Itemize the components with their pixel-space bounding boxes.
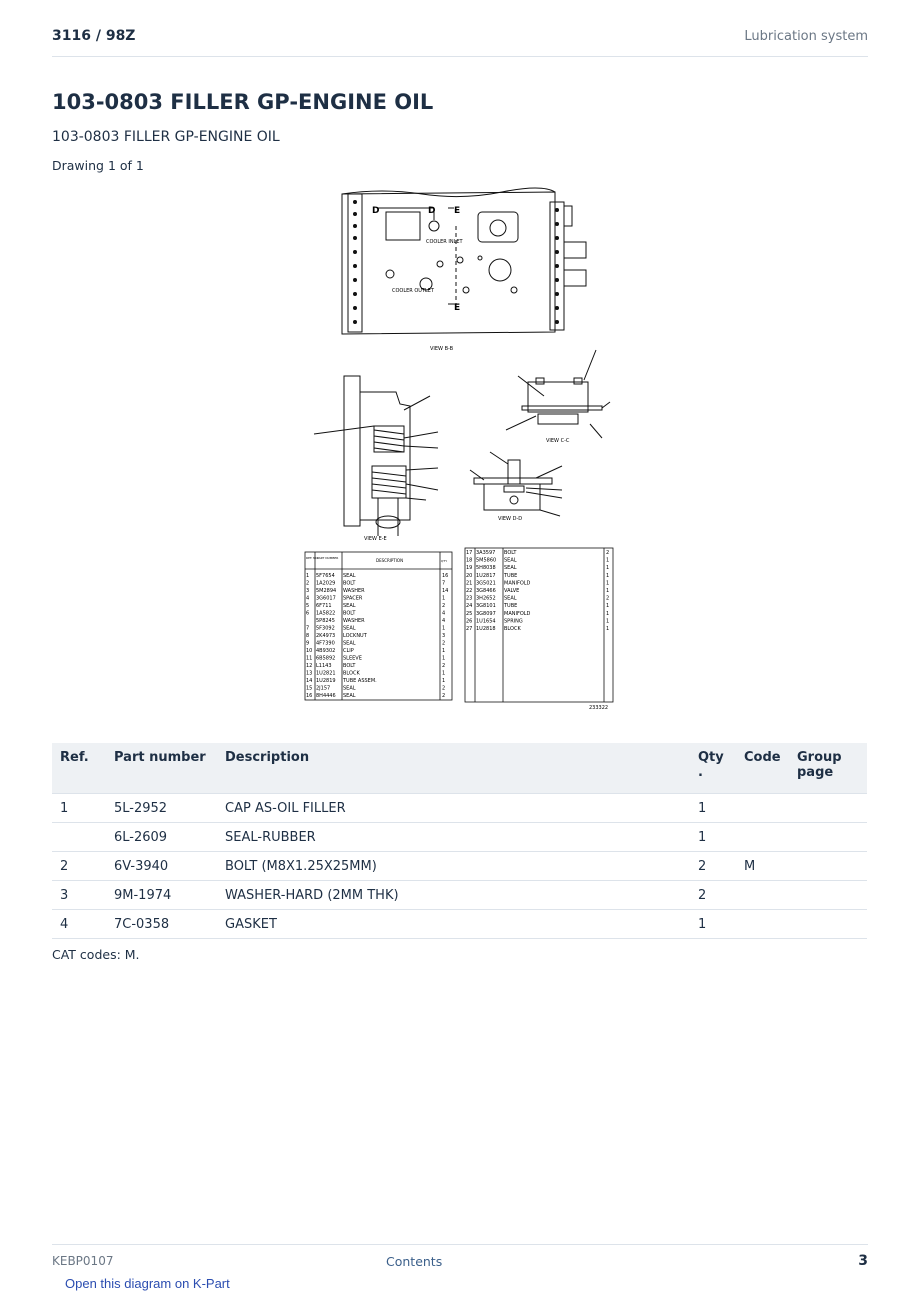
inset-qty: 16 xyxy=(442,573,449,579)
inset-desc: BOLT xyxy=(343,663,356,669)
inset-qty: 1 xyxy=(606,610,610,617)
d-mark-2: D xyxy=(428,206,436,216)
inset-qty: 1 xyxy=(442,625,446,632)
inset-ref: 4 xyxy=(306,595,310,602)
inset-part: 5M5860 xyxy=(476,557,497,564)
cell-ref: 4 xyxy=(52,910,106,939)
inset-head-desc: DESCRIPTION xyxy=(376,558,404,563)
d-mark: D xyxy=(372,206,380,216)
cell-desc: CAP AS-OIL FILLER xyxy=(217,794,690,823)
cell-part: 7C-0358 xyxy=(106,910,217,939)
inset-desc: SEAL xyxy=(504,557,517,564)
inset-head-ref: REF. NO. xyxy=(306,556,319,560)
cat-codes: CAT codes: M. xyxy=(52,947,140,962)
inset-part: 5H8038 xyxy=(476,565,496,572)
cell-code xyxy=(736,794,789,823)
cell-group xyxy=(789,852,867,881)
cell-part: 6V-3940 xyxy=(106,852,217,881)
col-qty: Qty . xyxy=(690,743,736,794)
inset-desc: SPRING xyxy=(504,618,523,625)
cell-qty: 2 xyxy=(690,881,736,910)
inset-part: 6B5892 xyxy=(316,655,336,662)
inset-ref: 18 xyxy=(466,557,473,564)
e-mark-2: E xyxy=(454,303,461,313)
cell-qty: 1 xyxy=(690,794,736,823)
cell-ref: 1 xyxy=(52,794,106,823)
inset-part: 8H4446 xyxy=(316,693,336,699)
kpart-link[interactable]: Open this diagram on K-Part xyxy=(65,1276,230,1291)
contents-link[interactable]: Contents xyxy=(386,1254,443,1269)
cell-desc: WASHER-HARD (2MM THK) xyxy=(217,881,690,910)
inset-desc: BLOCK xyxy=(504,626,521,632)
inset-ref: 10 xyxy=(306,648,313,654)
inset-part: 5M2894 xyxy=(316,588,337,594)
inset-qty: 3 xyxy=(442,633,446,639)
inset-qty: 2 xyxy=(442,693,446,699)
cell-ref: 3 xyxy=(52,881,106,910)
cell-qty: 1 xyxy=(690,910,736,939)
inset-ref: 24 xyxy=(466,603,473,610)
inset-qty: 2 xyxy=(442,603,446,609)
inset-qty: 1 xyxy=(606,557,610,564)
inset-part: 1U1654 xyxy=(476,618,496,625)
inset-qty: 1 xyxy=(606,565,610,572)
inset-qty: 1 xyxy=(606,626,610,632)
col-code: Code xyxy=(736,743,789,794)
page-subtitle: 103-0803 FILLER GP-ENGINE OIL xyxy=(52,129,280,145)
inset-qty: 2 xyxy=(442,685,446,692)
inset-desc: BOLT xyxy=(504,550,517,556)
cell-ref xyxy=(52,823,106,852)
inset-head-qty: QTY xyxy=(441,559,448,563)
inset-part: 1U2817 xyxy=(476,572,496,579)
inset-part: 4B9302 xyxy=(316,648,336,654)
inset-desc: SEAL xyxy=(504,595,517,602)
cell-desc: BOLT (M8X1.25X25MM) xyxy=(217,852,690,881)
inset-ref: 22 xyxy=(466,588,473,594)
inset-desc: VALVE xyxy=(504,588,520,594)
inset-part: 1A2029 xyxy=(316,580,336,587)
inset-desc: SEAL xyxy=(343,603,356,609)
parts-table xyxy=(52,743,867,939)
inset-part: 3A3597 xyxy=(476,550,496,556)
cell-group xyxy=(789,910,867,939)
inset-desc: BOLT xyxy=(343,580,356,587)
inset-qty: 2 xyxy=(606,550,610,556)
page-title: 103-0803 FILLER GP-ENGINE OIL xyxy=(52,90,434,114)
inset-desc: TUBE xyxy=(504,572,518,579)
inset-qty: 1 xyxy=(606,572,610,579)
inset-part: 1U2821 xyxy=(316,670,336,677)
view-bb-label: VIEW B-B xyxy=(430,346,454,352)
inset-desc: SEAL xyxy=(343,685,356,692)
inset-desc: SEAL xyxy=(343,625,356,632)
inset-part: 1U2819 xyxy=(316,678,336,684)
cooler-inlet-label: COOLER INLET xyxy=(426,239,463,245)
doc-id: KEBP0107 xyxy=(52,1254,114,1268)
cell-qty: 1 xyxy=(690,823,736,852)
inset-ref: 12 xyxy=(306,663,313,669)
inset-desc: BOLT xyxy=(343,610,356,617)
inset-ref: 7 xyxy=(306,625,310,632)
page-header xyxy=(52,28,868,57)
inset-desc: SPACER xyxy=(343,595,363,602)
inset-desc: TUBE xyxy=(504,603,518,610)
inset-part: 3G8466 xyxy=(476,588,496,594)
inset-ref: 25 xyxy=(466,610,473,617)
inset-ref: 2 xyxy=(306,580,310,587)
inset-ref: 11 xyxy=(306,655,313,662)
inset-ref: 3 xyxy=(306,588,310,594)
inset-part: 3G8101 xyxy=(476,603,496,610)
cell-group xyxy=(789,823,867,852)
inset-part: 1A5822 xyxy=(316,610,336,617)
page-footer xyxy=(52,1244,868,1275)
cell-group xyxy=(789,881,867,910)
view-dd-label: VIEW D-D xyxy=(498,516,523,522)
inset-ref: 9 xyxy=(306,640,310,647)
cell-part: 9M-1974 xyxy=(106,881,217,910)
col-part-number: Part number xyxy=(106,743,217,794)
drawing-count: Drawing 1 of 1 xyxy=(52,158,144,173)
cell-qty: 2 xyxy=(690,852,736,881)
view-ee-label: VIEW E-E xyxy=(364,536,387,542)
inset-part: 3G6017 xyxy=(316,595,336,602)
table-row xyxy=(52,910,867,939)
inset-qty: 1 xyxy=(606,603,610,610)
inset-part: 4F7390 xyxy=(316,640,335,647)
inset-qty: 7 xyxy=(442,580,446,587)
inset-ref: 20 xyxy=(466,572,473,579)
inset-qty: 1 xyxy=(442,595,446,602)
page-number: 3 xyxy=(858,1253,868,1269)
inset-part: 5P8245 xyxy=(316,618,335,624)
inset-qty: 1 xyxy=(442,655,446,662)
inset-desc: WASHER xyxy=(343,618,365,624)
inset-desc: LOCKNUT xyxy=(343,633,367,639)
inset-part: 2J157 xyxy=(316,685,331,692)
inset-ref: 17 xyxy=(466,550,473,556)
model-label: 3116 / 98Z xyxy=(52,28,136,44)
drawing-number: 233322 xyxy=(589,705,609,711)
inset-desc: SEAL xyxy=(504,565,517,572)
cell-group xyxy=(789,794,867,823)
cell-part: 6L-2609 xyxy=(106,823,217,852)
inset-ref: 27 xyxy=(466,626,473,632)
inset-desc: SEAL xyxy=(343,640,356,647)
inset-ref: 5 xyxy=(306,603,310,609)
col-group-page: Group page xyxy=(789,743,867,794)
inset-part: 6F711 xyxy=(316,603,332,609)
cell-code xyxy=(736,881,789,910)
inset-desc: MANIFOLD xyxy=(504,610,531,617)
inset-ref: 1 xyxy=(306,573,310,579)
cooler-outlet-label: COOLER OUTLET xyxy=(392,288,435,294)
inset-qty: 14 xyxy=(442,588,449,594)
inset-qty: 1 xyxy=(606,618,610,625)
inset-desc: WASHER xyxy=(343,588,365,594)
table-header-row xyxy=(52,743,867,794)
section-label: Lubrication system xyxy=(744,29,868,44)
inset-ref: 21 xyxy=(466,580,473,587)
inset-part: 2K4973 xyxy=(316,633,336,639)
inset-ref: 16 xyxy=(306,693,313,699)
inset-desc: SEAL xyxy=(343,693,356,699)
inset-part: 5F3092 xyxy=(316,625,335,632)
table-row xyxy=(52,881,867,910)
inset-part: 1U2818 xyxy=(476,626,496,632)
inset-qty: 1 xyxy=(442,670,446,677)
inset-part: 3G8097 xyxy=(476,610,496,617)
inset-ref: 19 xyxy=(466,565,473,572)
inset-qty: 1 xyxy=(606,580,610,587)
inset-ref: 15 xyxy=(306,685,313,692)
inset-ref: 8 xyxy=(306,633,310,639)
parts-diagram[interactable] xyxy=(300,180,620,715)
inset-qty: 2 xyxy=(606,595,610,602)
cell-desc: SEAL-RUBBER xyxy=(217,823,690,852)
inset-ref: 14 xyxy=(306,678,313,684)
table-row xyxy=(52,794,867,823)
view-cc-label: VIEW C-C xyxy=(546,438,570,444)
inset-desc: SEAL xyxy=(343,573,356,579)
inset-qty: 2 xyxy=(442,663,446,669)
inset-qty: 1 xyxy=(606,588,610,594)
cell-code xyxy=(736,910,789,939)
inset-ref: 23 xyxy=(466,595,473,602)
inset-qty: 1 xyxy=(442,678,446,684)
cell-code: M xyxy=(736,852,789,881)
inset-ref: 26 xyxy=(466,618,473,625)
inset-part: 3H2652 xyxy=(476,595,496,602)
inset-desc: TUBE ASSEM. xyxy=(343,678,377,684)
inset-ref: 6 xyxy=(306,610,310,617)
inset-qty: 4 xyxy=(442,610,446,617)
inset-part: 5F7654 xyxy=(316,573,335,579)
col-ref: Ref. xyxy=(52,743,106,794)
inset-qty: 1 xyxy=(442,648,446,654)
cell-code xyxy=(736,823,789,852)
inset-part: 3G5021 xyxy=(476,580,496,587)
e-mark: E xyxy=(454,206,461,216)
inset-desc: CLIP xyxy=(343,648,354,654)
inset-qty: 2 xyxy=(442,640,446,647)
inset-desc: BLOCK xyxy=(343,670,360,677)
inset-qty: 4 xyxy=(442,618,446,624)
inset-ref: 13 xyxy=(306,670,313,677)
cell-ref: 2 xyxy=(52,852,106,881)
cell-part: 5L-2952 xyxy=(106,794,217,823)
inset-desc: MANIFOLD xyxy=(504,580,531,587)
inset-desc: SLEEVE xyxy=(343,655,362,662)
inset-head-part: PART NUMBER xyxy=(317,556,339,560)
table-row xyxy=(52,823,867,852)
cell-desc: GASKET xyxy=(217,910,690,939)
inset-part: L1143 xyxy=(316,663,332,669)
col-description: Description xyxy=(217,743,690,794)
table-row xyxy=(52,852,867,881)
